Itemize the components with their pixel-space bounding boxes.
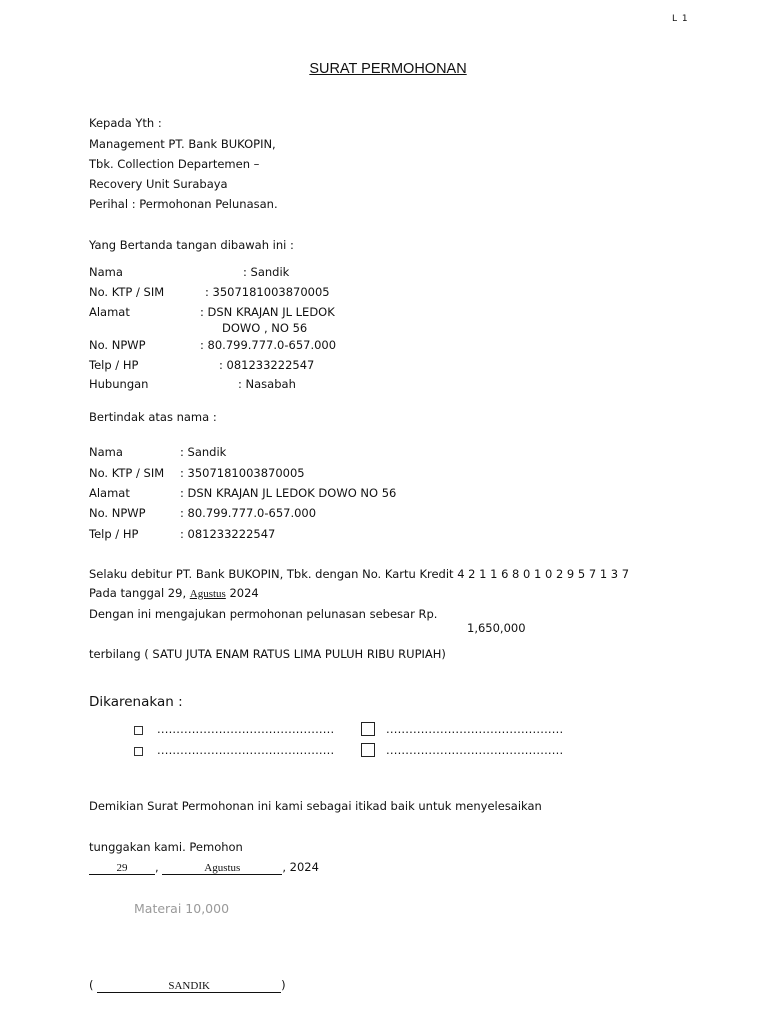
signature-open-paren: ( [89, 978, 94, 992]
debtor-statement: Selaku debitur PT. Bank BUKOPIN, Tbk. dengan No. Kartu Kredit 4 2 1 1 6 8 0 1 0 2 9 5 7 1 3 7 [89, 567, 630, 581]
debtor-name-label: Nama [89, 445, 123, 459]
subject-line: Perihal : Permohonan Pelunasan. [89, 197, 278, 211]
debtor-ktp-label: No. KTP / SIM [89, 466, 165, 480]
page-title: SURAT PERMOHONAN [309, 61, 467, 77]
reason-checkbox-3[interactable] [134, 745, 143, 759]
debtor-phone-label: Telp / HP [89, 527, 139, 541]
recipient-line-2: Management PT. Bank BUKOPIN, [89, 137, 276, 151]
signing-year: , 2024 [282, 860, 319, 874]
signer-phone-label: Telp / HP [89, 358, 139, 372]
signer-name-value: : Sandik [243, 265, 290, 279]
signer-address-label: Alamat [89, 305, 130, 319]
stamp-placeholder: Materai 10,000 [134, 901, 230, 916]
signer-npwp-label: No. NPWP [89, 338, 146, 352]
date-prefix: Pada tanggal 29, [89, 586, 187, 600]
signer-npwp-value: : 80.799.777.0-657.000 [200, 338, 337, 352]
signing-day: 29 [89, 862, 155, 875]
reason-checkbox-1[interactable] [134, 724, 143, 738]
reason-checkbox-4[interactable] [361, 743, 375, 760]
recipient-line-3: Tbk. Collection Departemen – [89, 157, 260, 171]
reason-line-3: .............................................. [157, 743, 335, 757]
closing-line-1: Demikian Surat Permohonan ini kami sebagai itikad baik untuk menyelesaikan [89, 799, 542, 813]
reason-checkbox-2[interactable] [361, 722, 375, 739]
signer-phone-value: : 081233222547 [219, 358, 315, 372]
signer-address-value-1: : DSN KRAJAN JL LEDOK [200, 305, 335, 319]
debtor-name-value: : Sandik [180, 445, 227, 459]
closing-line-2: tunggakan kami. Pemohon [89, 840, 243, 854]
reason-line-4: .............................................. [386, 743, 564, 757]
signing-date [89, 860, 319, 875]
debtor-address-label: Alamat [89, 486, 130, 500]
reason-line-1: .............................................. [157, 722, 335, 736]
intro-text: Yang Bertanda tangan dibawah ini : [89, 238, 294, 252]
on-behalf-intro: Bertindak atas nama : [89, 410, 217, 424]
debtor-phone-value: : 081233222547 [180, 527, 276, 541]
date-separator: , [155, 860, 159, 874]
date-month: Agustus [189, 588, 226, 600]
signing-month: Agustus [162, 862, 282, 875]
debtor-npwp-label: No. NPWP [89, 506, 146, 520]
signer-relation-label: Hubungan [89, 377, 149, 391]
recipient-line-1: Kepada Yth : [89, 116, 162, 130]
recipient-line-4: Recovery Unit Surabaya [89, 177, 228, 191]
signer-name-label: Nama [89, 265, 123, 279]
page-code: L 1 [672, 14, 689, 24]
signer-ktp-value: : 3507181003870005 [205, 285, 330, 299]
amount-in-words: terbilang ( SATU JUTA ENAM RATUS LIMA PULUH RIBU RUPIAH) [89, 647, 446, 661]
signature-name: SANDIK [97, 980, 281, 993]
debtor-npwp-value: : 80.799.777.0-657.000 [180, 506, 317, 520]
signer-ktp-label: No. KTP / SIM [89, 285, 165, 299]
date-year: 2024 [229, 586, 259, 600]
amount-value: 1,650,000 [467, 621, 526, 635]
debtor-ktp-value: : 3507181003870005 [180, 466, 305, 480]
debtor-address-value: : DSN KRAJAN JL LEDOK DOWO NO 56 [180, 486, 397, 500]
signature-close-paren: ) [281, 978, 286, 992]
reasons-heading: Dikarenakan : [89, 694, 183, 710]
signer-relation-value: : Nasabah [238, 377, 296, 391]
signer-address-value-2: DOWO , NO 56 [222, 321, 308, 335]
date-line [89, 586, 259, 600]
request-line: Dengan ini mengajukan permohonan pelunasan sebesar Rp. [89, 607, 438, 621]
signature-block [89, 978, 286, 993]
reason-line-2: .............................................. [386, 722, 564, 736]
